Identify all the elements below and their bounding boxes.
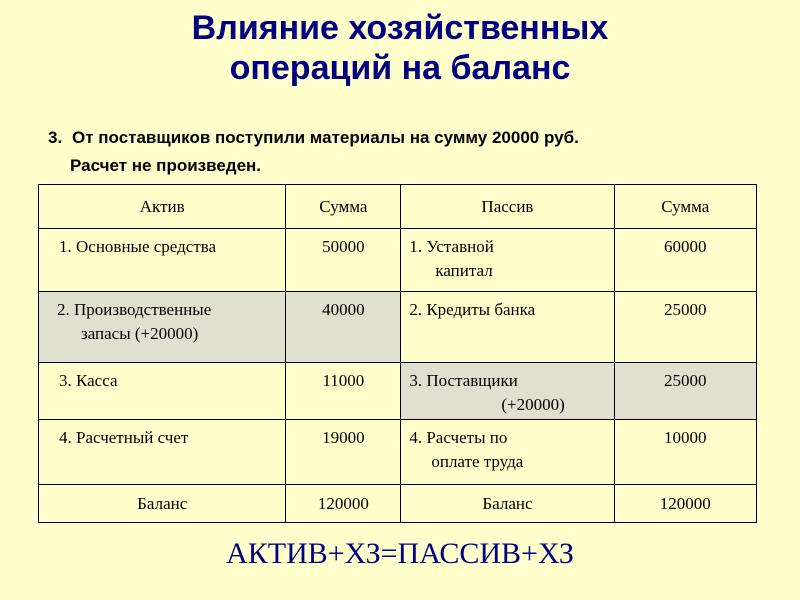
header-liability: Пассив <box>401 185 614 229</box>
liability-cell <box>401 229 614 292</box>
asset-total-sum: 120000 <box>286 485 401 523</box>
operation-number: 3. <box>48 128 63 147</box>
liability-sum: 25000 <box>664 371 707 390</box>
asset-sum: 11000 <box>322 371 365 390</box>
liability-sum-cell <box>614 420 756 485</box>
slide-title <box>0 8 800 88</box>
liability-sum: 10000 <box>664 428 707 447</box>
slide-title-line2: операций на баланс <box>229 49 571 87</box>
liability-total-sum: 120000 <box>614 485 756 523</box>
liability-label-line1: 4. Расчеты по <box>409 428 508 447</box>
table-header-row <box>39 185 757 229</box>
asset-label: 3. Касса <box>59 371 118 390</box>
asset-label-line2: запасы (+20000) <box>81 324 199 343</box>
asset-sum: 19000 <box>322 428 365 447</box>
asset-cell <box>39 420 286 485</box>
slide-title-line1: Влияние хозяйственных <box>191 9 609 47</box>
table-row <box>39 420 757 485</box>
asset-cell <box>39 292 286 363</box>
operation-line1 <box>48 124 579 152</box>
liability-sum-cell <box>614 363 756 420</box>
asset-cell <box>39 363 286 420</box>
liability-cell <box>401 292 614 363</box>
asset-sum-cell <box>286 292 401 363</box>
liability-label-line2: (+20000) <box>501 395 565 414</box>
header-liability-sum: Сумма <box>614 185 756 229</box>
header-asset-sum: Сумма <box>286 185 401 229</box>
liability-cell <box>401 363 614 420</box>
operation-text-line2: Расчет не произведен. <box>70 156 262 175</box>
liability-label-line1: 1. Уставной <box>409 237 494 256</box>
liability-sum-cell <box>614 292 756 363</box>
asset-sum-cell <box>286 229 401 292</box>
liability-sum: 60000 <box>664 237 707 256</box>
liability-label-line1: 3. Поставщики <box>409 371 518 390</box>
liability-total-label: Баланс <box>401 485 614 523</box>
liability-cell <box>401 420 614 485</box>
balance-formula: АКТИВ+ХЗ=ПАССИВ+ХЗ <box>226 537 574 570</box>
table-row <box>39 363 757 420</box>
liability-label-line2: капитал <box>435 261 493 280</box>
asset-total-label: Баланс <box>39 485 286 523</box>
table-row <box>39 292 757 363</box>
operation-description <box>48 124 579 180</box>
operation-text-line1: От поставщиков поступили материалы на сумму 20000 руб. <box>72 128 579 147</box>
asset-sum-cell <box>286 363 401 420</box>
balance-table <box>38 184 757 523</box>
table-row <box>39 229 757 292</box>
asset-sum: 40000 <box>322 300 365 319</box>
asset-sum: 50000 <box>322 237 365 256</box>
liability-label: 2. Кредиты банка <box>409 300 536 319</box>
liability-sum-cell <box>614 229 756 292</box>
asset-label: 1. Основные средства <box>59 237 217 256</box>
table-total-row <box>39 485 757 523</box>
liability-label-line2: оплате труда <box>431 452 524 471</box>
asset-sum-cell <box>286 420 401 485</box>
asset-cell <box>39 229 286 292</box>
asset-label-line1: 2. Производственные <box>57 300 212 319</box>
liability-sum: 25000 <box>664 300 707 319</box>
header-asset: Актив <box>39 185 286 229</box>
asset-label: 4. Расчетный счет <box>59 428 189 447</box>
